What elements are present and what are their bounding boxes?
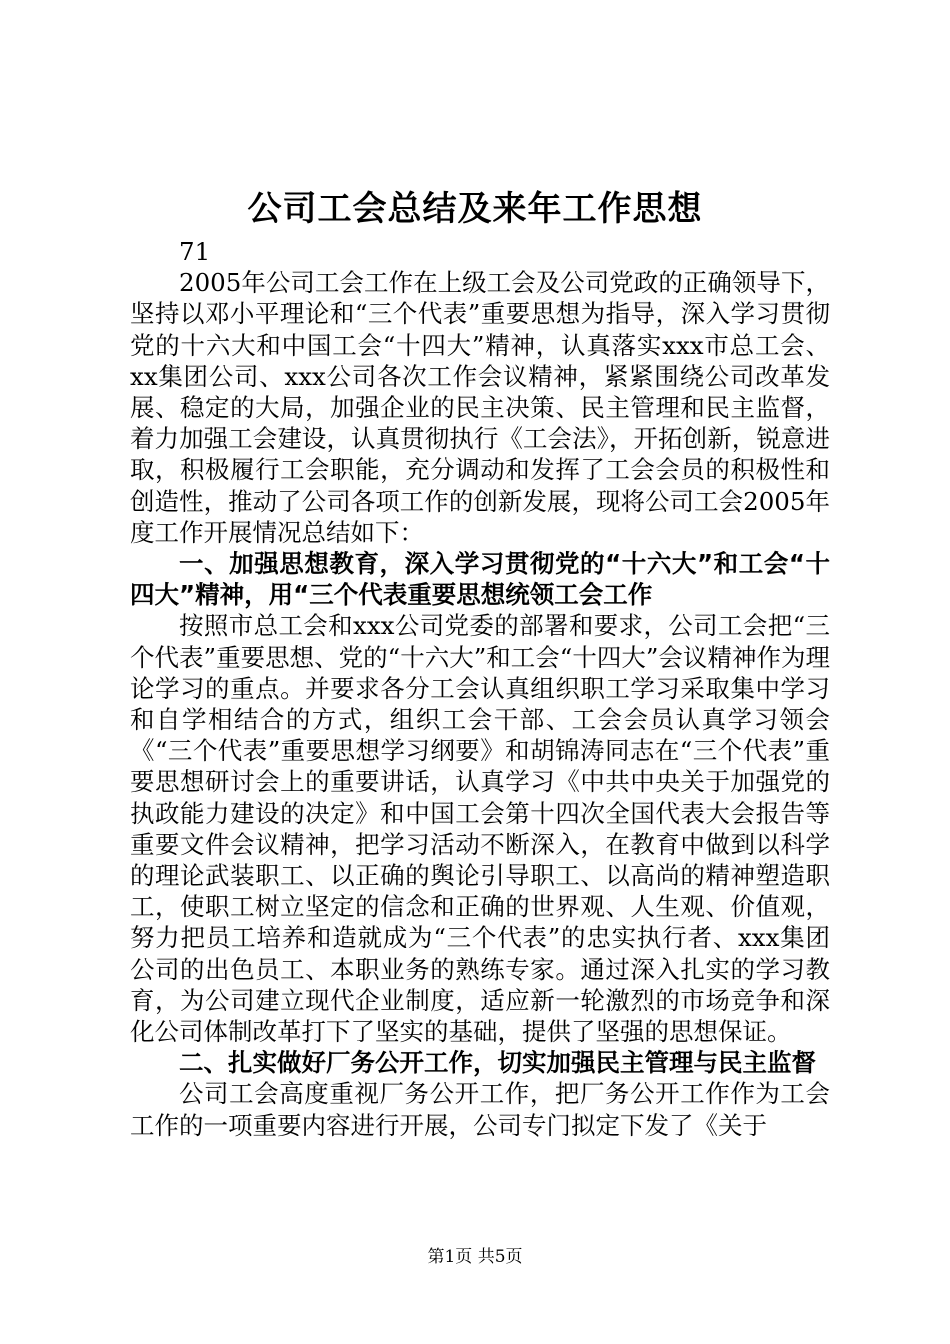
document-code: 71 <box>179 237 211 266</box>
page-number-footer: 第1页 共5页 <box>427 1247 523 1267</box>
intro-paragraph: 2005年公司工会工作在上级工会及公司党政的正确领导下，坚持以邓小平理论和“三个代表”重要思想为指导，深入学习贯彻党的十六大和中国工会“十四大”精神，认真落实xxx市总工会、xx集团公司、xxx公司各次工作会议精神，紧紧围绕公司改革发展、稳定的大局，加强企业的民主决策、民主管理和民主监督，着力加强工会建设，认真贯彻执行《工会法》，开拓创新，锐意进取，积极履行工会职能，充分调动和发挥了工会会员的积极性和创造性，推动了公司各项工作的创新发展，现将公司工会2005年度工作开展情况总结如下： <box>130 268 830 547</box>
document-title: 公司工会总结及来年工作思想 <box>247 189 703 229</box>
section-1-heading: 一、加强思想教育，深入学习贯彻党的“十六大”和工会“十四大”精神，用“三个代表重要思想统领工会工作 <box>130 549 830 610</box>
section-2-heading: 二、扎实做好厂务公开工作，切实加强民主管理与民主监督 <box>179 1048 816 1078</box>
section-2-paragraph: 公司工会高度重视厂务公开工作，把厂务公开工作作为工会工作的一项重要内容进行开展，公司专门拟定下发了《关于 <box>130 1079 830 1140</box>
section-1-paragraph: 按照市总工会和xxx公司党委的部署和要求，公司工会把“三个代表”重要思想、党的“十六大”和工会“十四大”会议精神作为理论学习的重点。并要求各分工会认真组织职工学习采取集中学习和自学相结合的方式，组织工会干部、工会会员认真学习领会《“三个代表”重要思想学习纲要》和胡锦涛同志在“三个代表”重要思想研讨会上的重要讲话，认真学习《中共中央关于加强党的执政能力建设的决定》和中国工会第十四次全国代表大会报告等重要文件会议精神，把学习活动不断深入，在教育中做到以科学的理论武装职工、以正确的舆论引导职工、以高尚的精神塑造职工，使职工树立坚定的信念和正确的世界观、人生观、价值观，努力把员工培养和造就成为“三个代表”的忠实执行者、xxx集团公司的出色员工、本职业务的熟练专家。通过深入扎实的学习教育，为公司建立现代企业制度，适应新一轮激烈的市场竞争和深化公司体制改革打下了坚实的基础，提供了坚强的思想保证。 <box>130 611 830 1047</box>
document-body <box>130 236 830 1141</box>
